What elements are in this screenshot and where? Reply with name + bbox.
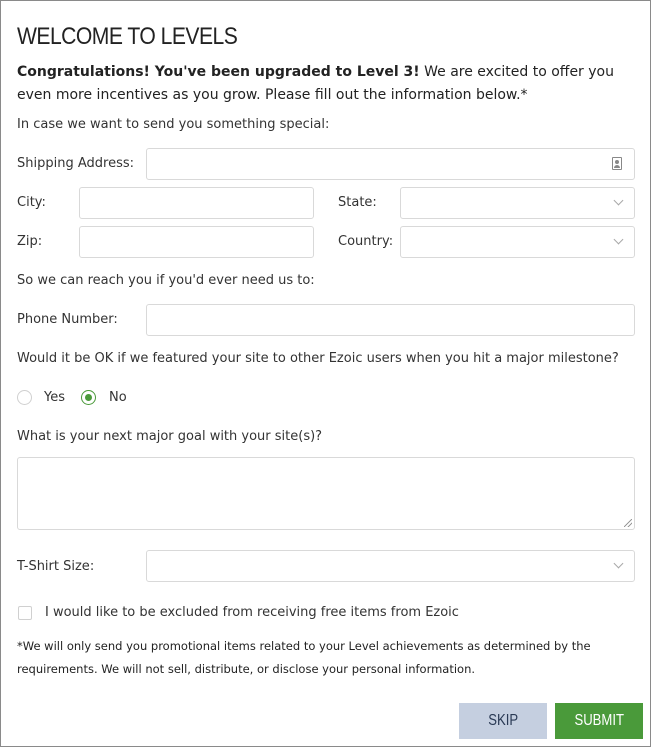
resize-handle-icon[interactable] <box>624 519 632 527</box>
contact-card-icon <box>612 157 622 170</box>
feature-no-label[interactable]: No <box>109 390 127 405</box>
phone-input[interactable] <box>146 304 635 336</box>
chevron-down-icon <box>614 196 624 206</box>
country-select[interactable] <box>400 226 635 258</box>
state-select[interactable] <box>400 187 635 219</box>
feature-yes-label[interactable]: Yes <box>44 390 65 405</box>
tshirt-select[interactable] <box>146 550 635 582</box>
chevron-down-icon <box>614 235 624 245</box>
shipping-address-input[interactable] <box>146 148 635 180</box>
reach-prompt: So we can reach you if you'd ever need us to: <box>17 273 315 288</box>
phone-label: Phone Number: <box>17 312 118 327</box>
feature-no-radio[interactable] <box>81 390 96 405</box>
intro-bold: Congratulations! You've been upgraded to Level 3! <box>17 64 420 80</box>
feature-yes-radio[interactable] <box>17 390 32 405</box>
zip-label: Zip: <box>17 234 43 249</box>
shipping-address-label: Shipping Address: <box>17 156 135 171</box>
tshirt-label: T-Shirt Size: <box>17 559 95 574</box>
special-prompt: In case we want to send you something special: <box>17 117 330 132</box>
zip-input[interactable] <box>79 226 314 258</box>
chevron-down-icon <box>614 559 624 569</box>
modal-title: WELCOME TO LEVELS <box>17 23 238 50</box>
country-label: Country: <box>338 234 394 249</box>
goal-textarea[interactable] <box>17 457 635 530</box>
exclude-label[interactable]: I would like to be excluded from receiving free items from Ezoic <box>45 605 459 620</box>
submit-button[interactable]: SUBMIT <box>555 703 643 739</box>
privacy-footnote: *We will only send you promotional items related to your Level achievements as determined by the requirements. We will not sell, distribute, or disclose your personal information. <box>17 639 591 676</box>
city-input[interactable] <box>79 187 314 219</box>
exclude-checkbox[interactable] <box>18 606 32 620</box>
goal-question: What is your next major goal with your site(s)? <box>17 429 323 444</box>
city-label: City: <box>17 195 46 210</box>
feature-question: Would it be OK if we featured your site to other Ezoic users when you hit a major milestone? <box>17 351 619 366</box>
state-label: State: <box>338 195 377 210</box>
intro-text <box>17 61 637 107</box>
skip-button[interactable]: SKIP <box>459 703 547 739</box>
intro-rest: We are excited to offer you even more incentives as you grow. Please fill out the information below.* <box>17 64 614 103</box>
